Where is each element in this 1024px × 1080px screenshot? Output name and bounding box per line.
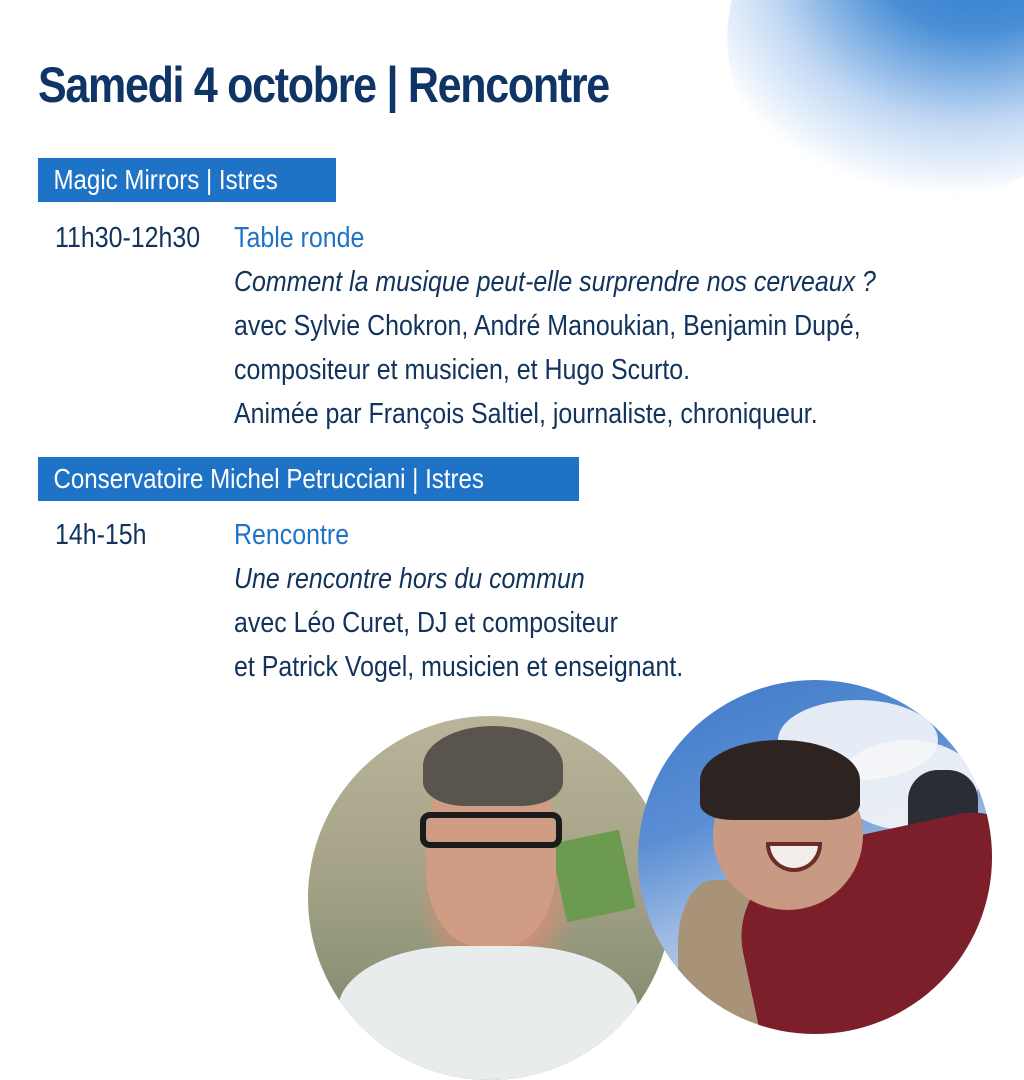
session-time: 11h30-12h30	[55, 222, 201, 254]
session-details	[234, 216, 922, 436]
session-topic: Comment la musique peut-elle surprendre nos cerveaux ?	[234, 266, 876, 298]
session-details	[234, 513, 922, 689]
session-line: compositeur et musicien, et Hugo Scurto.	[234, 354, 691, 386]
session-kind: Table ronde	[234, 222, 365, 254]
session-line: avec Léo Curet, DJ et compositeur	[234, 607, 618, 639]
venue-label-conservatoire: Conservatoire Michel Petrucciani | Istres	[38, 457, 579, 501]
session-topic: Une rencontre hors du commun	[234, 563, 585, 595]
portrait-photo-young-man-smiling	[638, 680, 992, 1034]
session-line: avec Sylvie Chokron, André Manoukian, Benjamin Dupé,	[234, 310, 861, 342]
session-line: et Patrick Vogel, musicien et enseignant.	[234, 651, 684, 683]
portrait-photo-man-glasses	[308, 716, 672, 1080]
session-line: Animée par François Saltiel, journaliste, chroniqueur.	[234, 398, 818, 430]
venue-label-magic-mirrors: Magic Mirrors | Istres	[38, 158, 336, 202]
session-kind: Rencontre	[234, 519, 350, 551]
session-time: 14h-15h	[55, 519, 147, 551]
page-title: Samedi 4 octobre | Rencontre	[38, 57, 609, 113]
